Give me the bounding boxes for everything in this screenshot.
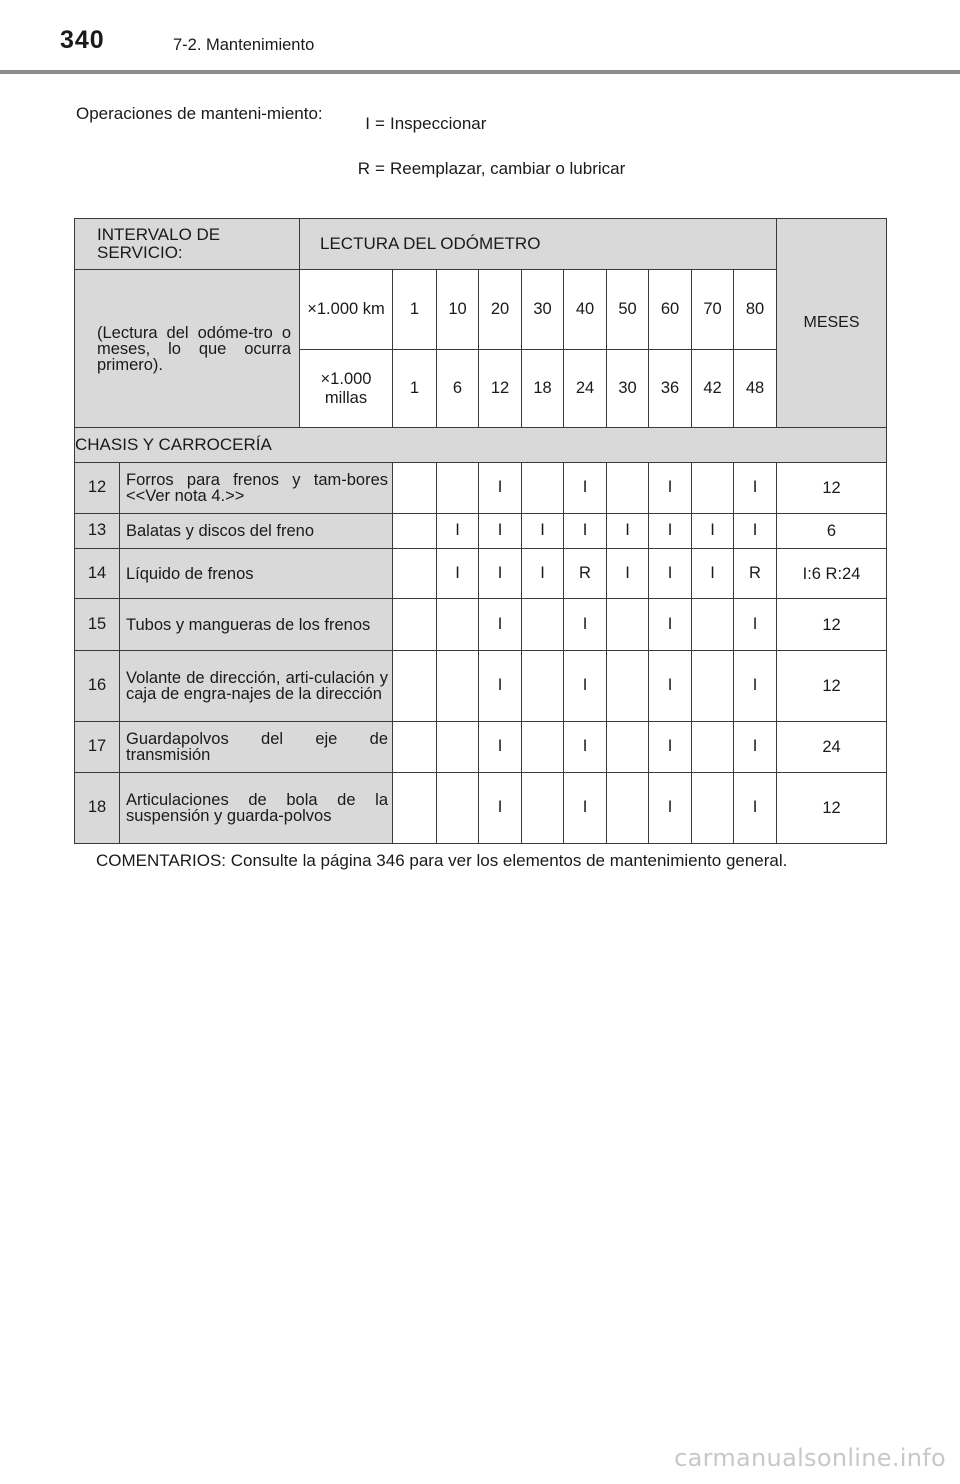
service-mark: R	[564, 549, 607, 599]
service-mark: I	[692, 514, 734, 549]
service-mark	[393, 722, 437, 773]
legend-text: Inspeccionar	[390, 114, 487, 133]
service-mark: I	[479, 514, 522, 549]
service-mark	[522, 463, 564, 514]
service-mark: I	[692, 549, 734, 599]
months-header: MESES	[777, 219, 887, 428]
item-number: 15	[75, 599, 120, 651]
miles-value: 30	[607, 350, 649, 428]
item-name: Líquido de frenos	[120, 549, 393, 599]
service-mark	[607, 599, 649, 651]
table-row	[75, 773, 887, 844]
km-value: 30	[522, 270, 564, 350]
odometer-title: LECTURA DEL ODÓMETRO	[300, 219, 777, 270]
service-mark	[522, 722, 564, 773]
miles-value: 12	[479, 350, 522, 428]
legend-equals: =	[375, 114, 385, 133]
service-mark: I	[479, 599, 522, 651]
service-mark	[692, 599, 734, 651]
service-mark: I	[649, 651, 692, 722]
item-name: Tubos y mangueras de los frenos	[120, 599, 393, 651]
service-mark	[437, 773, 479, 844]
table-row	[75, 722, 887, 773]
service-mark	[393, 463, 437, 514]
service-mark: I	[522, 514, 564, 549]
service-mark: I	[479, 463, 522, 514]
item-number: 18	[75, 773, 120, 844]
legend-code: R	[357, 159, 370, 178]
service-mark: I	[649, 463, 692, 514]
interval-note: (Lectura del odóme-tro o meses, lo que ocurra primero).	[75, 270, 300, 428]
item-name: Volante de dirección, arti-culación y caja de engra-najes de la dirección	[120, 651, 393, 722]
months-value: 12	[777, 463, 887, 514]
km-value: 60	[649, 270, 692, 350]
service-mark: I	[734, 651, 777, 722]
miles-value: 18	[522, 350, 564, 428]
miles-value: 36	[649, 350, 692, 428]
miles-value: 24	[564, 350, 607, 428]
service-mark	[607, 773, 649, 844]
service-mark	[393, 651, 437, 722]
service-mark	[692, 722, 734, 773]
service-mark: I	[649, 514, 692, 549]
section-label: CHASIS Y CARROCERÍA	[75, 428, 887, 463]
service-mark: I	[564, 722, 607, 773]
months-value: 24	[777, 722, 887, 773]
service-mark: I	[734, 463, 777, 514]
km-value: 20	[479, 270, 522, 350]
table-row	[75, 549, 887, 599]
maintenance-table	[74, 218, 887, 844]
service-mark: I	[564, 651, 607, 722]
km-value: 10	[437, 270, 479, 350]
months-value: I:6 R:24	[777, 549, 887, 599]
interval-title: INTERVALO DE SERVICIO:	[75, 219, 300, 270]
service-mark	[692, 773, 734, 844]
section-title: 7-2. Mantenimiento	[173, 36, 315, 54]
service-mark: I	[479, 549, 522, 599]
service-mark	[607, 651, 649, 722]
item-number: 17	[75, 722, 120, 773]
page-number: 340	[60, 26, 105, 54]
service-mark	[437, 463, 479, 514]
service-mark	[522, 651, 564, 722]
service-mark: I	[479, 773, 522, 844]
service-mark	[437, 599, 479, 651]
comment-note: COMENTARIOS: Consulte la página 346 para ver los elementos de mantenimiento general.	[96, 851, 788, 870]
miles-value: 1	[393, 350, 437, 428]
service-mark: I	[479, 722, 522, 773]
months-value: 12	[777, 651, 887, 722]
miles-value: 6	[437, 350, 479, 428]
service-mark	[393, 599, 437, 651]
service-mark	[437, 722, 479, 773]
service-mark: I	[564, 773, 607, 844]
km-unit: ×1.000 km	[300, 270, 393, 350]
item-name: Guardapolvos del eje de transmisión	[120, 722, 393, 773]
watermark: carmanualsonline.info	[674, 1444, 946, 1472]
service-mark: I	[437, 549, 479, 599]
km-value: 40	[564, 270, 607, 350]
item-number: 16	[75, 651, 120, 722]
service-mark	[607, 463, 649, 514]
service-mark: I	[437, 514, 479, 549]
item-number: 13	[75, 514, 120, 549]
miles-unit: ×1.000 millas	[300, 350, 393, 428]
item-number: 12	[75, 463, 120, 514]
service-mark: I	[479, 651, 522, 722]
table-row	[75, 514, 887, 549]
legend-text: Reemplazar, cambiar o lubricar	[390, 159, 626, 178]
table-row	[75, 651, 887, 722]
header-rule	[0, 70, 960, 74]
item-name: Forros para frenos y tam-bores <<Ver nota 4.>>	[120, 463, 393, 514]
service-mark: I	[734, 773, 777, 844]
service-mark	[393, 549, 437, 599]
months-value: 12	[777, 773, 887, 844]
km-value: 70	[692, 270, 734, 350]
months-value: 6	[777, 514, 887, 549]
service-mark: I	[649, 722, 692, 773]
service-mark: I	[734, 722, 777, 773]
service-mark: I	[522, 549, 564, 599]
legend-equals: =	[375, 159, 385, 178]
miles-value: 48	[734, 350, 777, 428]
item-name: Balatas y discos del freno	[120, 514, 393, 549]
legend-code: I	[365, 114, 370, 133]
service-mark: I	[564, 463, 607, 514]
service-mark: I	[734, 514, 777, 549]
legend-replace	[352, 160, 625, 177]
item-name: Articulaciones de bola de la suspensión y guarda-polvos	[120, 773, 393, 844]
service-mark: R	[734, 549, 777, 599]
km-value: 50	[607, 270, 649, 350]
service-mark	[692, 651, 734, 722]
table-row	[75, 599, 887, 651]
service-mark	[393, 773, 437, 844]
service-mark	[692, 463, 734, 514]
service-mark	[437, 651, 479, 722]
km-value: 80	[734, 270, 777, 350]
service-mark: I	[607, 514, 649, 549]
table-row	[75, 463, 887, 514]
service-mark	[607, 722, 649, 773]
service-mark	[393, 514, 437, 549]
service-mark: I	[649, 549, 692, 599]
service-mark: I	[564, 599, 607, 651]
service-mark: I	[734, 599, 777, 651]
service-mark: I	[564, 514, 607, 549]
miles-value: 42	[692, 350, 734, 428]
service-mark: I	[649, 599, 692, 651]
item-number: 14	[75, 549, 120, 599]
service-mark	[522, 599, 564, 651]
service-mark: I	[649, 773, 692, 844]
service-mark: I	[607, 549, 649, 599]
legend-label: Operaciones de manteni-miento:	[76, 104, 323, 123]
legend-inspect	[352, 115, 486, 132]
km-value: 1	[393, 270, 437, 350]
service-mark	[522, 773, 564, 844]
months-value: 12	[777, 599, 887, 651]
